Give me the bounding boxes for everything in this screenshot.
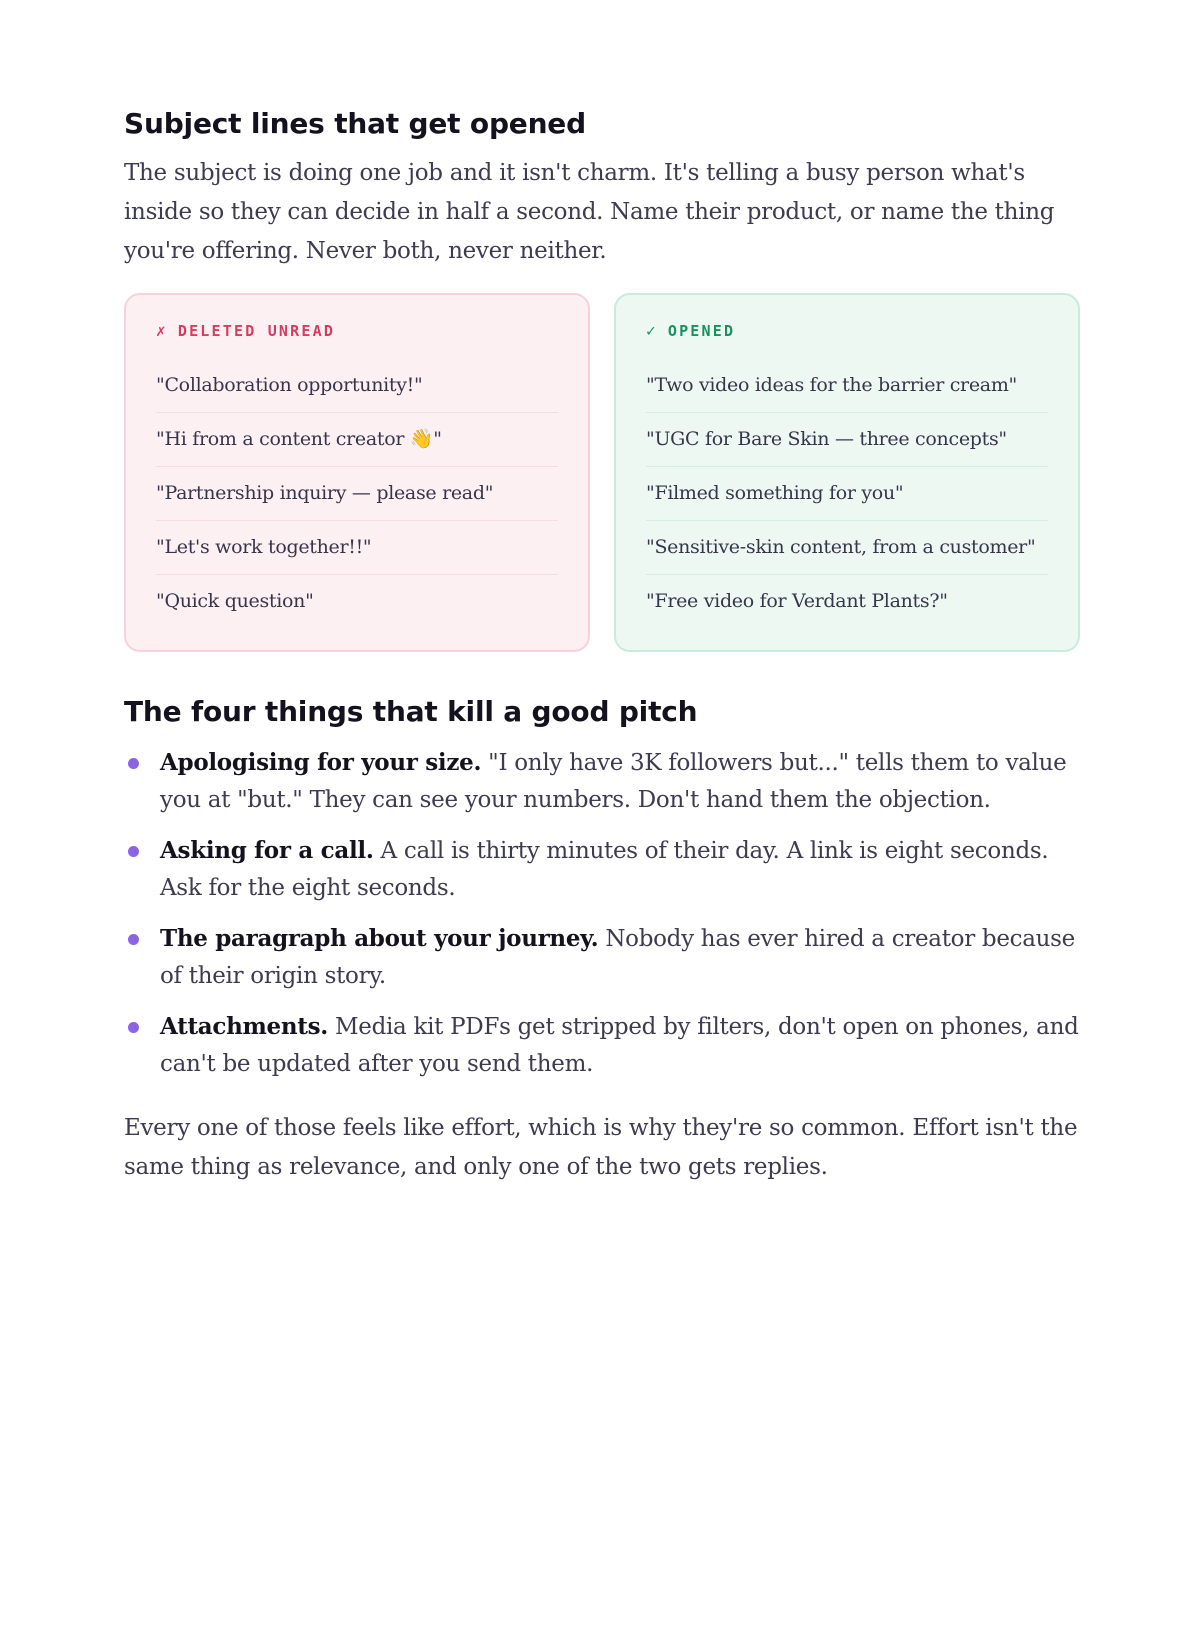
deleted-unread-title: DELETED UNREAD <box>177 322 336 340</box>
bullet-lead: Attachments. <box>160 1013 328 1040</box>
deleted-unread-label <box>156 321 558 341</box>
bullet-lead: The paragraph about your journey. <box>160 925 599 952</box>
bullet-lead: Asking for a call. <box>160 837 374 864</box>
list-item: "Partnership inquiry — please read" <box>156 466 558 520</box>
bullet-text: Nobody has ever hired a creator because of their origin story. <box>160 926 1075 989</box>
bullet-text: A call is thirty minutes of their day. A link is eight seconds. Ask for the eight seconds. <box>160 838 1049 901</box>
list-item: "Collaboration opportunity!" <box>156 374 423 396</box>
pitch-killers-list <box>124 744 1080 1083</box>
list-item: "Filmed something for you" <box>646 466 1048 520</box>
list-item: "UGC for Bare Skin — three concepts" <box>646 412 1048 466</box>
bullet-dot-icon <box>128 1022 139 1033</box>
bullet-dot-icon <box>128 846 139 857</box>
bullet-text: "I only have 3K followers but..." tells them to value you at "but." They can see your numbers. Don't hand them the objection. <box>160 750 1067 813</box>
list-item: "Two video ideas for the barrier cream" <box>646 374 1017 396</box>
opened-list <box>646 359 1048 628</box>
list-item: "Sensitive-skin content, from a customer" <box>646 520 1048 574</box>
opened-card <box>614 293 1080 652</box>
list-item: "Hi from a content creator 👋" <box>156 412 558 466</box>
closing-paragraph: Every one of those feels like effort, which is why they're so common. Effort isn't the same thing as relevance, and only one of the two gets replies. <box>124 1115 1078 1180</box>
opened-title: OPENED <box>667 322 736 340</box>
check-icon: ✓ <box>646 321 658 340</box>
bullet-dot-icon <box>128 758 139 769</box>
subject-line-comparison <box>124 293 1080 652</box>
cross-icon: ✗ <box>156 321 168 340</box>
bullet-text: Media kit PDFs get stripped by filters, don't open on phones, and can't be updated after you send them. <box>160 1014 1079 1077</box>
list-item: "Let's work together!!" <box>156 520 558 574</box>
section-heading-four-things: The four things that kill a good pitch <box>124 695 698 728</box>
list-item: "Quick question" <box>156 574 558 628</box>
list-item <box>124 744 1080 819</box>
opened-label <box>646 321 1048 341</box>
list-item: "Free video for Verdant Plants?" <box>646 574 1048 628</box>
intro-paragraph: The subject is doing one job and it isn't charm. It's telling a busy person what's inside so they can decide in half a second. Name their product, or name the thing you're offering. Never both, never neither. <box>124 160 1055 264</box>
section-heading-subject-lines: Subject lines that get opened <box>124 107 586 140</box>
deleted-unread-card <box>124 293 590 652</box>
article <box>124 100 1080 1187</box>
list-item <box>124 920 1080 995</box>
deleted-unread-list <box>156 359 558 628</box>
list-item <box>124 832 1080 907</box>
list-item <box>124 1008 1080 1083</box>
bullet-dot-icon <box>128 934 139 945</box>
bullet-lead: Apologising for your size. <box>160 749 482 776</box>
